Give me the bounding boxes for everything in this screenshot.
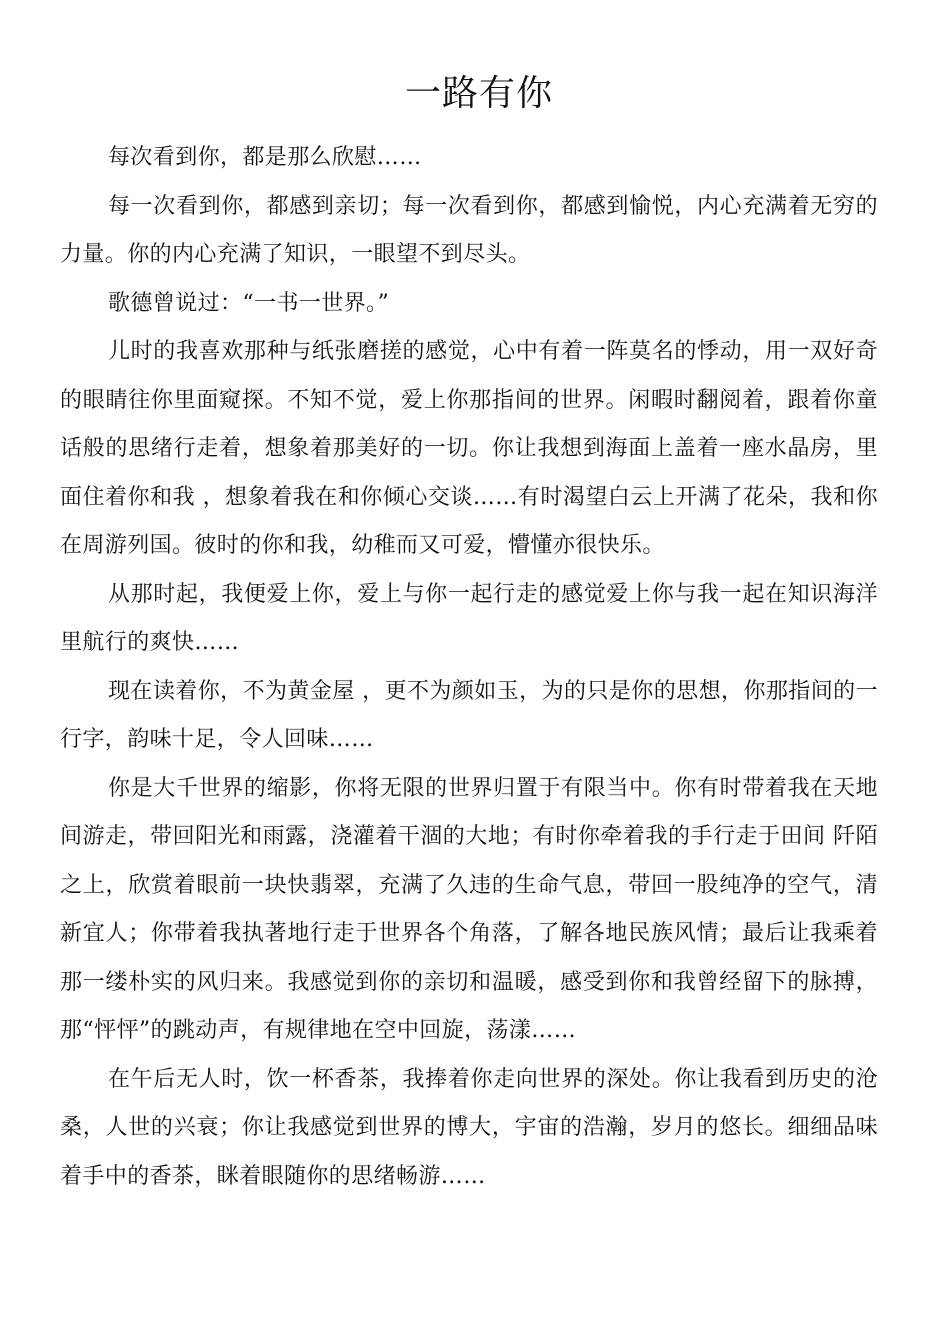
paragraph-7: 你是大千世界的缩影，你将无限的世界归置于有限当中。你有时带着我在天地间游走，带回阳光和雨露，浇灌着干涸的大地；有时你牵着我的手行走于田间 阡陌之上，欣赏着眼前一块快翡翠，充满了久违的生命气息，带回一股纯净的空气，清新宜人；你带着我执著地行走于世界各个角落，了解各地民族风情；最后让我乘着那一缕朴实的风归来。我感觉到你的亲切和温暖，感受到你和我曾经留下的脉搏，那“怦怦”的跳动声，有规律地在空中回旋，荡漾…… [60, 775, 878, 1043]
paragraph-4: 儿时的我喜欢那种与纸张磨搓的感觉，心中有着一阵莫名的悸动，用一双好奇的眼睛往你里面窥探。不知不觉，爱上你那指间的世界。闲暇时翻阅着，跟着你童话般的思绪行走着，想象着那美好的一切。你让我想到海面上盖着一座水晶房，里面住着你和我 ，想象着我在和你倾心交谈……有时渴望白云上开满了花朵，我和你在周游列国。彼时的你和我，幼稚而又可爱，懵懂亦很快乐。 [60, 339, 878, 558]
paragraph-3: 歌德曾说过：“一书一世界。” [108, 290, 390, 316]
paragraph-5: 从那时起，我便爱上你，爱上与你一起行走的感觉爱上你与我一起在知识海洋里航行的爽快…… [60, 581, 878, 655]
paragraph-8: 在午后无人时，饮一杯香茶，我捧着你走向世界的深处。你让我看到历史的沧桑，人世的兴衰；你让我感觉到世界的博大，宇宙的浩瀚，岁月的悠长。细细品味着手中的香茶，眯着眼随你的思绪畅游…… [60, 1066, 878, 1189]
paragraph-6: 现在读着你，不为黄金屋 ，更不为颜如玉，为的只是你的思想，你那指间的一行字，韵味十足，令人回味…… [60, 678, 878, 752]
paragraph-1: 每次看到你，都是那么欣慰…… [108, 145, 422, 170]
document-title: 一路有你 [404, 73, 553, 114]
paragraph-2: 每一次看到你，都感到亲切；每一次看到你，都感到愉悦，内心充满着无穷的力量。你的内心充满了知识，一眼望不到尽头。 [60, 193, 878, 267]
